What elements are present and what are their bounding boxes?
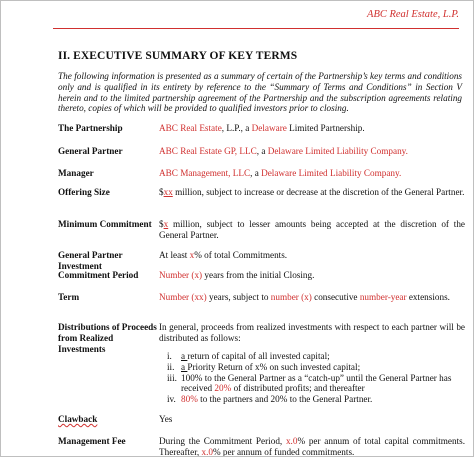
term-value-distributions: In general, proceeds from realized investments with respect to each partner will be distributed as follows: — [159, 322, 465, 343]
term-label-minimum-commitment: Minimum Commitment — [58, 219, 152, 229]
term-label-distributions: Distributions of Proceeds from Realized Investments — [58, 322, 157, 354]
term-value-gp-investment: At least x% of total Commitments. — [159, 250, 288, 260]
term-value-minimum-commitment: $x million, subject to lesser amounts being accepted at the discretion of the General Partner. — [159, 219, 465, 240]
list-item: ii. a Priority Return of x% on such invested capital; — [167, 361, 361, 372]
list-item: iv. 80% to the partners and 20% to the General Partner. — [167, 394, 373, 405]
term-label-clawback: Clawback — [58, 414, 98, 424]
term-value-manager: ABC Management, LLC, a Delaware Limited Liability Company. — [159, 168, 402, 178]
term-value-general-partner: ABC Real Estate GP, LLC, a Delaware Limited Liability Company. — [159, 146, 408, 156]
list-item: i. a return of capital of all invested capital; — [167, 351, 330, 361]
term-value-clawback: Yes — [159, 414, 173, 424]
term-value-partnership: ABC Real Estate, L.P., a Delaware Limited Partnership. — [159, 123, 365, 133]
header-rule — [53, 28, 459, 29]
intro-paragraph: The following information is presented as a summary of certain of the Partnership’s key terms and conditions only and is qualified in its entirety by reference to the “Summary of Terms and Conditions” in Section V herein and to the limited partnership agreement of the Partnership and the subscription agreements relating thereto, copies of which will be provided to qualified investors prior to closing. — [58, 71, 462, 114]
term-label-commitment-period: Commitment Period — [58, 270, 139, 280]
term-label-management-fee: Management Fee — [58, 436, 126, 446]
term-label-offering-size: Offering Size — [58, 187, 110, 197]
term-label-term: Term — [58, 292, 80, 302]
header-company-name: ABC Real Estate, L.P. — [367, 9, 459, 20]
partnership-state: Delaware — [251, 123, 287, 133]
partnership-name: ABC Real Estate — [159, 123, 222, 133]
term-value-management-fee: During the Commitment Period, x.0% per annum of total capital commitments. Thereafter, x.0% per annum of funded commitments. — [159, 436, 465, 457]
term-value-commitment-period: Number (x) years from the initial Closing. — [159, 270, 315, 280]
term-label-gp-investment: General Partner Investment — [58, 250, 123, 271]
list-item: iii. 100% to the General Partner as a “catch-up” until the General Partner has received 20% of distributed profits; and thereafter — [167, 372, 452, 394]
term-label-manager: Manager — [58, 168, 94, 178]
term-value-offering-size: $xx million, subject to increase or decrease at the discretion of the General Partner. — [159, 187, 465, 197]
term-value-term: Number (xx) years, subject to number (x) consecutive number-year extensions. — [159, 292, 450, 302]
term-label-general-partner: General Partner — [58, 146, 123, 156]
term-label-partnership: The Partnership — [58, 123, 123, 133]
section-title: II. EXECUTIVE SUMMARY OF KEY TERMS — [58, 50, 298, 62]
distribution-waterfall-list — [167, 351, 465, 405]
